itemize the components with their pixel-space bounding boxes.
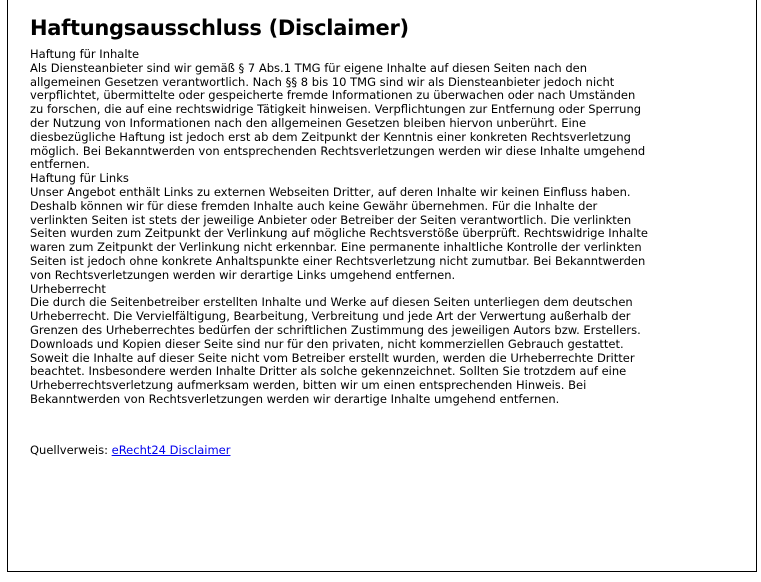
disclaimer-content xyxy=(8,0,756,457)
page-title: Haftungsausschluss (Disclaimer) xyxy=(30,16,409,40)
section-body-urheberrecht: Die durch die Seitenbetreiber erstellten Inhalte und Werke auf diesen Seiten unterliegen dem deutschen Urheberrecht. Die Vervielfältigung, Bearbeitung, Verbreitung und jede Art der Verwertung außerhalb der Grenzen des Urheberrechtes bedürfen der schriftlichen Zustimmung des jeweiligen Autors bzw. Erstellers. Downloads und Kopien dieser Seite sind nur für den privaten, nicht kommerziellen Gebrauch gestattet. Soweit die Inhalte auf dieser Seite nicht vom Betreiber erstellt wurden, werden die Urheberrechte Dritter beachtet. Insbesondere werden Inhalte Dritter als solche gekennzeichnet. Sollten Sie trotzdem auf eine Urheberrechtsverletzung aufmerksam werden, bitten wir um einen entsprechenden Hinweis. Bei Bekanntwerden von Rechtsverletzungen werden wir derartige Inhalte umgehend entfernen. xyxy=(30,295,641,406)
page-frame xyxy=(7,0,757,572)
section-copyright xyxy=(30,283,650,407)
section-heading-haftung-inhalte: Haftung für Inhalte xyxy=(30,47,140,61)
source-reference-label: Quellverweis: xyxy=(30,442,112,457)
section-heading-urheberrecht: Urheberrecht xyxy=(30,281,106,296)
section-body-haftung-inhalte: Als Diensteanbieter sind wir gemäß § 7 Abs.1 TMG für eigene Inhalte auf diesen Seiten nach den allgemeinen Gesetzen verantwortlich. Nach §§ 8 bis 10 TMG sind wir als Diensteanbieter jedoch nicht verpflichtet, übermittelte oder gespeicherte fremde Informationen zu überwachen oder nach Umständen zu forschen, die auf eine rechtswidrige Tätigkeit hinweisen. Verpflichtungen zur Entfernung oder Sperrung der Nutzung von Informationen nach den allgemeinen Gesetzen bleiben hiervon unberührt. Eine diesbezügliche Haftung ist jedoch erst ab dem Zeitpunkt der Kenntnis einer konkreten Rechtsverletzung möglich. Bei Bekanntwerden von entsprechenden Rechtsverletzungen werden wir diese Inhalte umgehend entfernen. xyxy=(30,60,646,172)
section-liability-content xyxy=(30,48,650,172)
erecht24-disclaimer-link[interactable]: eRecht24 Disclaimer xyxy=(111,442,231,457)
source-reference-line xyxy=(30,443,650,457)
section-liability-links xyxy=(30,172,650,282)
section-body-haftung-links: Unser Angebot enthält Links zu externen Webseiten Dritter, auf deren Inhalte wir keinen Einfluss haben. Deshalb können wir für diese fremden Inhalte auch keine Gewähr übernehmen. Für die Inhalte der verlinkten Seiten ist stets der jeweilige Anbieter oder Betreiber der Seiten verantwortlich. Die verlinkten Seiten wurden zum Zeitpunkt der Verlinkung auf mögliche Rechtsverstöße überprüft. Rechtswidrige Inhalte waren zum Zeitpunkt der Verlinkung nicht erkennbar. Eine permanente inhaltliche Kontrolle der verlinkten Seiten ist jedoch ohne konkrete Anhaltspunkte einer Rechtsverletzung nicht zumutbar. Bei Bekanntwerden von Rechtsverletzungen werden wir derartige Links umgehend entfernen. xyxy=(30,184,649,282)
section-heading-haftung-links: Haftung für Links xyxy=(30,171,129,186)
disclaimer-text xyxy=(30,48,650,457)
